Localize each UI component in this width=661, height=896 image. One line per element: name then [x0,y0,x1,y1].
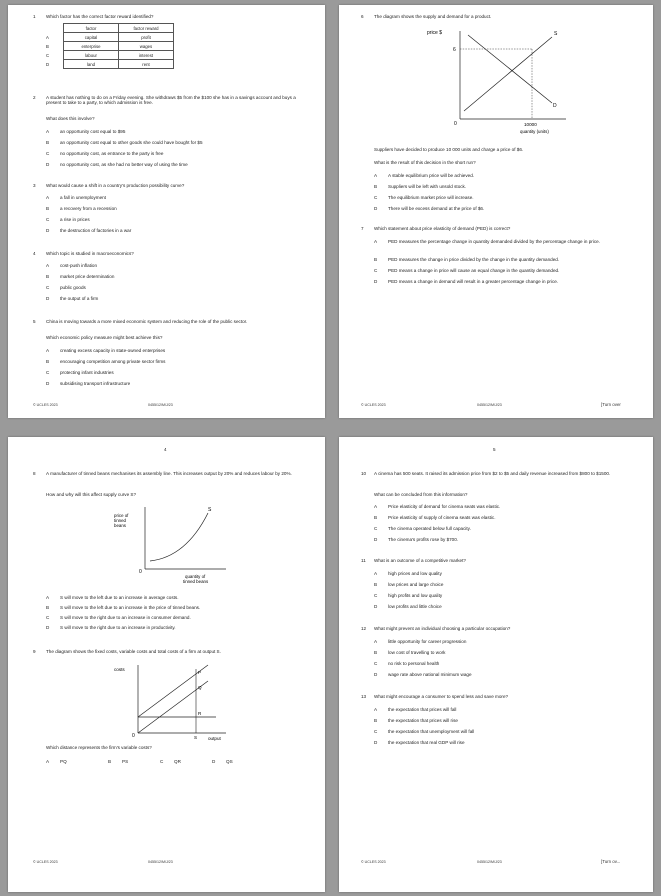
question-number: 13 [361,694,367,699]
question-info: Suppliers have decided to produce 10 000 units and charge a price of $6. [374,147,524,152]
page-number: 5 [493,447,496,452]
footer-copyright: © UCLES 2023 [33,860,58,864]
option-d[interactable]: D QS [212,759,233,764]
question-number: 1 [33,14,36,19]
option-c[interactable]: C a rise in prices [46,217,90,222]
point-r-label: R [198,711,202,716]
footer-turn-over: [Turn ov... [601,859,621,864]
x-tick-label: 10000 [524,122,537,127]
option-d[interactable]: D the output of a firm [46,296,99,301]
question-number: 8 [33,471,36,476]
option-d[interactable]: D low profits and little choice [374,604,442,609]
question-number: 5 [33,319,36,324]
question-number: 10 [361,471,367,476]
option-b[interactable]: B S will move to the left due to an increase in the price of tinned beans. [46,605,201,610]
footer-copyright: © UCLES 2023 [361,403,386,407]
y-axis-label: price of [114,513,129,518]
question-number: 2 [33,95,36,100]
question-prompt: What does this involve? [46,116,95,121]
supply-label: S [208,507,212,513]
question-number: 12 [361,626,367,631]
option-a[interactable]: A PED measures the percentage change in quantity demanded divided by the percentage change in price. [374,239,600,244]
supply-label: S [554,31,558,37]
option-a[interactable]: A A stable equilibrium price will be achieved. [374,173,475,178]
option-a[interactable]: A PQ [46,759,67,764]
question-prompt: Which economic policy measure might best achieve this? [46,335,163,340]
question-number: 3 [33,183,36,188]
option-d[interactable]: D The cinema's profits rose by $700. [374,537,459,542]
supply-curve-diagram [108,501,238,596]
y-tick-label: 6 [453,47,456,53]
option-b[interactable]: B an opportunity cost equal to other goods she could have bought for $5 [46,140,203,145]
demand-curve [468,35,552,103]
option-a[interactable]: A cost-push inflation [46,263,98,268]
option-a[interactable]: A creating excess capacity in state-owned enterprises [46,348,166,353]
option-b[interactable]: B market price determination [46,274,115,279]
option-c[interactable]: C The cinema operated below full capacity. [374,526,471,531]
footer-code: 0455/12/M/J/23 [477,403,502,407]
table-row: C labour interest [46,51,174,60]
origin-label: 0 [132,733,135,739]
option-c[interactable]: C public goods [46,285,86,290]
option-c[interactable]: C the expectation that unemployment will fall [374,729,475,734]
question-stem: The diagram shows the supply and demand for a product. [374,14,492,19]
table-row: D land rent [46,60,174,69]
option-a[interactable]: A an opportunity cost equal to $95 [46,129,126,134]
option-c[interactable]: C protecting infant industries [46,370,114,375]
x-axis-label: quantity of [185,574,206,579]
question-number: 4 [33,251,36,256]
table-row: A capital profit [46,33,174,42]
option-a[interactable]: A Price elasticity of demand for cinema seats was elastic. [374,504,501,509]
option-c[interactable]: C high profits and low quality [374,593,443,598]
exam-page-3 [8,437,325,892]
option-c[interactable]: C no risk to personal health [374,661,440,666]
option-c[interactable]: C S will move to the right due to an increase in consumer demand. [46,615,191,620]
option-d[interactable]: D There will be excess demand at the price of $6. [374,206,485,211]
y-axis-label: tinned [114,518,126,523]
footer-code: 0455/12/M/J/23 [148,403,173,407]
question-stem: What would cause a shift in a country's production possibility curve? [46,183,185,188]
supply-curve [464,37,552,111]
question-number: 6 [361,14,364,19]
question-prompt: What can be concluded from this information? [374,492,468,497]
point-p-label: P [198,670,202,675]
origin-label: 0 [139,569,142,575]
option-a[interactable]: A a fall in unemployment [46,195,106,200]
origin-label: 0 [454,121,457,127]
table-row: B enterprise wages [46,42,174,51]
question-stem: A manufacturer of tinned beans mechanises its assembly line. This increases output by 20% and reduces labour by 20%. [46,471,292,476]
option-c[interactable]: C The equilibrium market price will increase. [374,195,474,200]
option-b[interactable]: B low cost of travelling to work [374,650,446,655]
option-b[interactable]: B Suppliers will be left with unsold stock. [374,184,467,189]
option-b[interactable]: B PED measures the change in price divided by the change in the quantity demanded. [374,257,560,262]
option-c[interactable]: C PED means a change in price will cause an equal change in the quantity demanded. [374,268,560,273]
option-a[interactable]: A little opportunity for career progression [374,639,467,644]
question-number: 11 [361,558,366,563]
x-axis-label: tinned beans [183,579,209,584]
option-b[interactable]: B the expectation that prices will rise [374,718,458,723]
y-axis-label: costs [114,667,125,672]
footer-turn-over: [Turn over [601,402,621,407]
supply-demand-diagram [424,23,574,141]
footer-copyright: © UCLES 2023 [33,403,58,407]
question-stem: A student has nothing to do on a Friday evening. She withdraws $5 from the $100 she has in a savings account and buys a present to take to a party, to which admission is free. [46,95,296,106]
option-b[interactable]: B a recovery from a recession [46,206,117,211]
question-stem: Which factor has the correct factor reward identified? [46,14,154,19]
option-d[interactable]: D S will move to the right due to an increase in productivity. [46,625,176,630]
costs-diagram [108,659,233,749]
exam-page-4 [339,437,653,892]
x-axis-label: output [208,736,221,741]
question-stem: What might encourage a consumer to spend less and save more? [374,694,509,699]
footer-code: 0455/12/M/J/23 [148,860,173,864]
option-b[interactable]: B encouraging competition among private sector firms [46,359,166,364]
option-b[interactable]: B PS [108,759,129,764]
exam-page-1 [8,5,325,418]
option-c[interactable]: C QR [160,759,181,764]
option-a[interactable]: A the expectation that prices will fall [374,707,457,712]
question-number: 7 [361,226,364,231]
question-prompt: What is the result of this decision in the short run? [374,160,476,165]
factor-table [46,23,174,69]
option-a[interactable]: A S will move to the left due to an increase in average costs. [46,595,179,600]
footer-code: 0455/12/M/J/23 [477,860,502,864]
option-d[interactable]: D PED means a change in demand will result in a greater percentage change in price. [374,279,559,284]
supply-curve [150,513,208,561]
question-stem: Which statement about price elasticity of demand (PED) is correct? [374,226,511,231]
question-stem: What might prevent an individual choosing a particular occupation? [374,626,511,631]
option-d[interactable]: D the destruction of factories in a war [46,228,132,233]
y-axis-label: price $ [427,30,443,36]
option-d[interactable]: D wage rate above national minimum wage [374,672,472,677]
option-d[interactable]: D no opportunity cost, as she had no better way of using the time [46,162,188,167]
option-b[interactable]: B low prices and large choice [374,582,444,587]
table-header: factor reward [119,24,174,33]
footer-copyright: © UCLES 2023 [361,860,386,864]
question-stem: What is an outcome of a competitive market? [374,558,466,563]
question-number: 9 [33,649,36,654]
option-d[interactable]: D the expectation that real GDP will rise [374,740,465,745]
x-axis-label: quantity (units) [520,129,549,134]
option-c[interactable]: C no opportunity cost, as entrance to the party is free [46,151,164,156]
demand-label: D [553,103,557,109]
point-q-label: Q [198,685,202,690]
question-stem: A cinema has 500 seats. It raised its admission price from $2 to $5 and daily revenue increased from $800 to $1500. [374,471,611,476]
table-header: factor [64,24,119,33]
option-a[interactable]: A high prices and low quality [374,571,442,576]
option-b[interactable]: B Price elasticity of supply of cinema seats was elastic. [374,515,496,520]
page-number: 4 [164,447,167,452]
exam-page-2 [339,5,653,418]
point-s-label: S [194,735,198,740]
y-axis-label: beans [114,523,126,528]
question-prompt: How and why will this affect supply curve S? [46,492,137,497]
question-stem: The diagram shows the fixed costs, variable costs and total costs of a firm at output S. [46,649,221,654]
question-stem: China is moving towards a more mixed economic system and reducing the role of the public sector. [46,319,248,324]
option-d[interactable]: D subsidising transport infrastructure [46,381,131,386]
question-stem: Which topic is studied in macroeconomics? [46,251,134,256]
question-prompt: Which distance represents the firm's variable costs? [46,745,152,750]
